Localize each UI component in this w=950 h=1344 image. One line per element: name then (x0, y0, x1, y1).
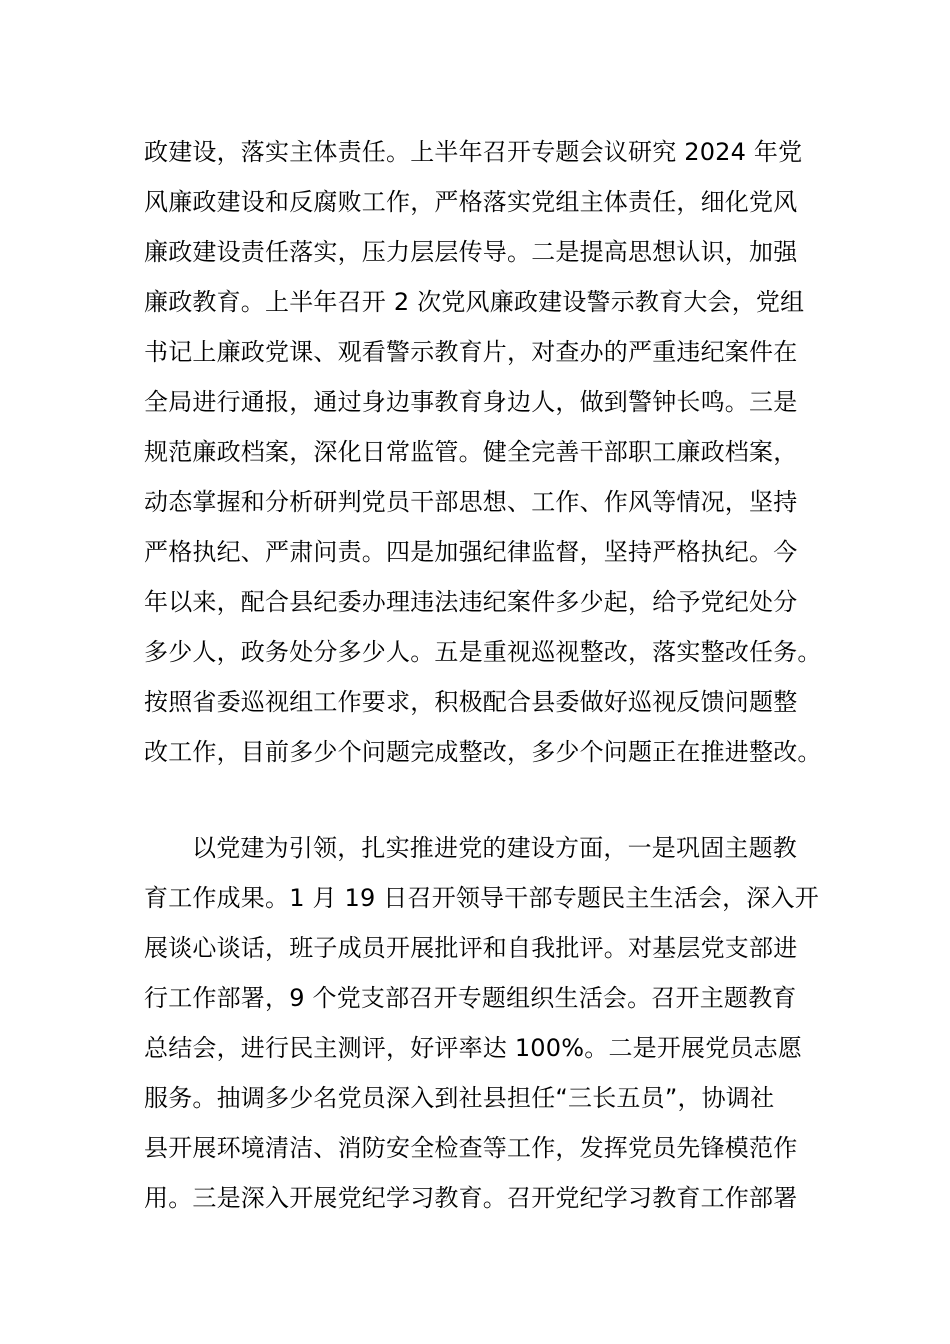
text-line: 严格执纪、严肃问责。四是加强纪律监督，坚持严格执纪。今 (144, 538, 798, 566)
text-line: 改工作，目前多少个问题完成整改，多少个问题正在推进整改。 (144, 738, 822, 766)
text-line: 县开展环境清洁、消防安全检查等工作，发挥党员先锋模范作 (144, 1134, 798, 1162)
text-line: 廉政教育。上半年召开 2 次党风廉政建设警示教育大会，党组 (144, 288, 805, 316)
text-line: 风廉政建设和反腐败工作，严格落实党组主体责任，细化党风 (144, 188, 798, 216)
text-line: 廉政建设责任落实，压力层层传导。二是提高思想认识，加强 (144, 238, 798, 266)
text-line: 多少人，政务处分多少人。五是重视巡视整改，落实整改任务。 (144, 638, 822, 666)
text-line: 年以来，配合县纪委办理违法违纪案件多少起，给予党纪处分 (144, 588, 798, 616)
text-line: 书记上廉政党课、观看警示教育片，对查办的严重违纪案件在 (144, 338, 798, 366)
text-line: 用。三是深入开展党纪学习教育。召开党纪学习教育工作部署 (144, 1184, 798, 1212)
text-line: 以党建为引领，扎实推进党的建设方面，一是巩固主题教 (192, 834, 797, 862)
text-line: 服务。抽调多少名党员深入到社县担任“三长五员”，协调社 (144, 1084, 775, 1112)
paragraph-party-building (144, 823, 824, 1223)
text-line: 展谈心谈话，班子成员开展批评和自我批评。对基层党支部进 (144, 934, 798, 962)
text-line: 动态掌握和分析研判党员干部思想、工作、作风等情况，坚持 (144, 488, 798, 516)
text-line: 政建设，落实主体责任。上半年召开专题会议研究 2024 年党 (144, 138, 803, 166)
text-line: 全局进行通报，通过身边事教育身边人，做到警钟长鸣。三是 (144, 388, 798, 416)
text-line: 行工作部署，9 个党支部召开专题组织生活会。召开主题教育 (144, 984, 797, 1012)
text-line: 规范廉政档案，深化日常监管。健全完善干部职工廉政档案， (144, 438, 798, 466)
text-line: 按照省委巡视组工作要求，积极配合县委做好巡视反馈问题整 (144, 688, 798, 716)
text-line: 总结会，进行民主测评，好评率达 100%。二是开展党员志愿 (144, 1034, 803, 1062)
text-line: 育工作成果。1 月 19 日召开领导干部专题民主生活会，深入开 (144, 884, 819, 912)
paragraph-party-conduct (144, 127, 824, 777)
